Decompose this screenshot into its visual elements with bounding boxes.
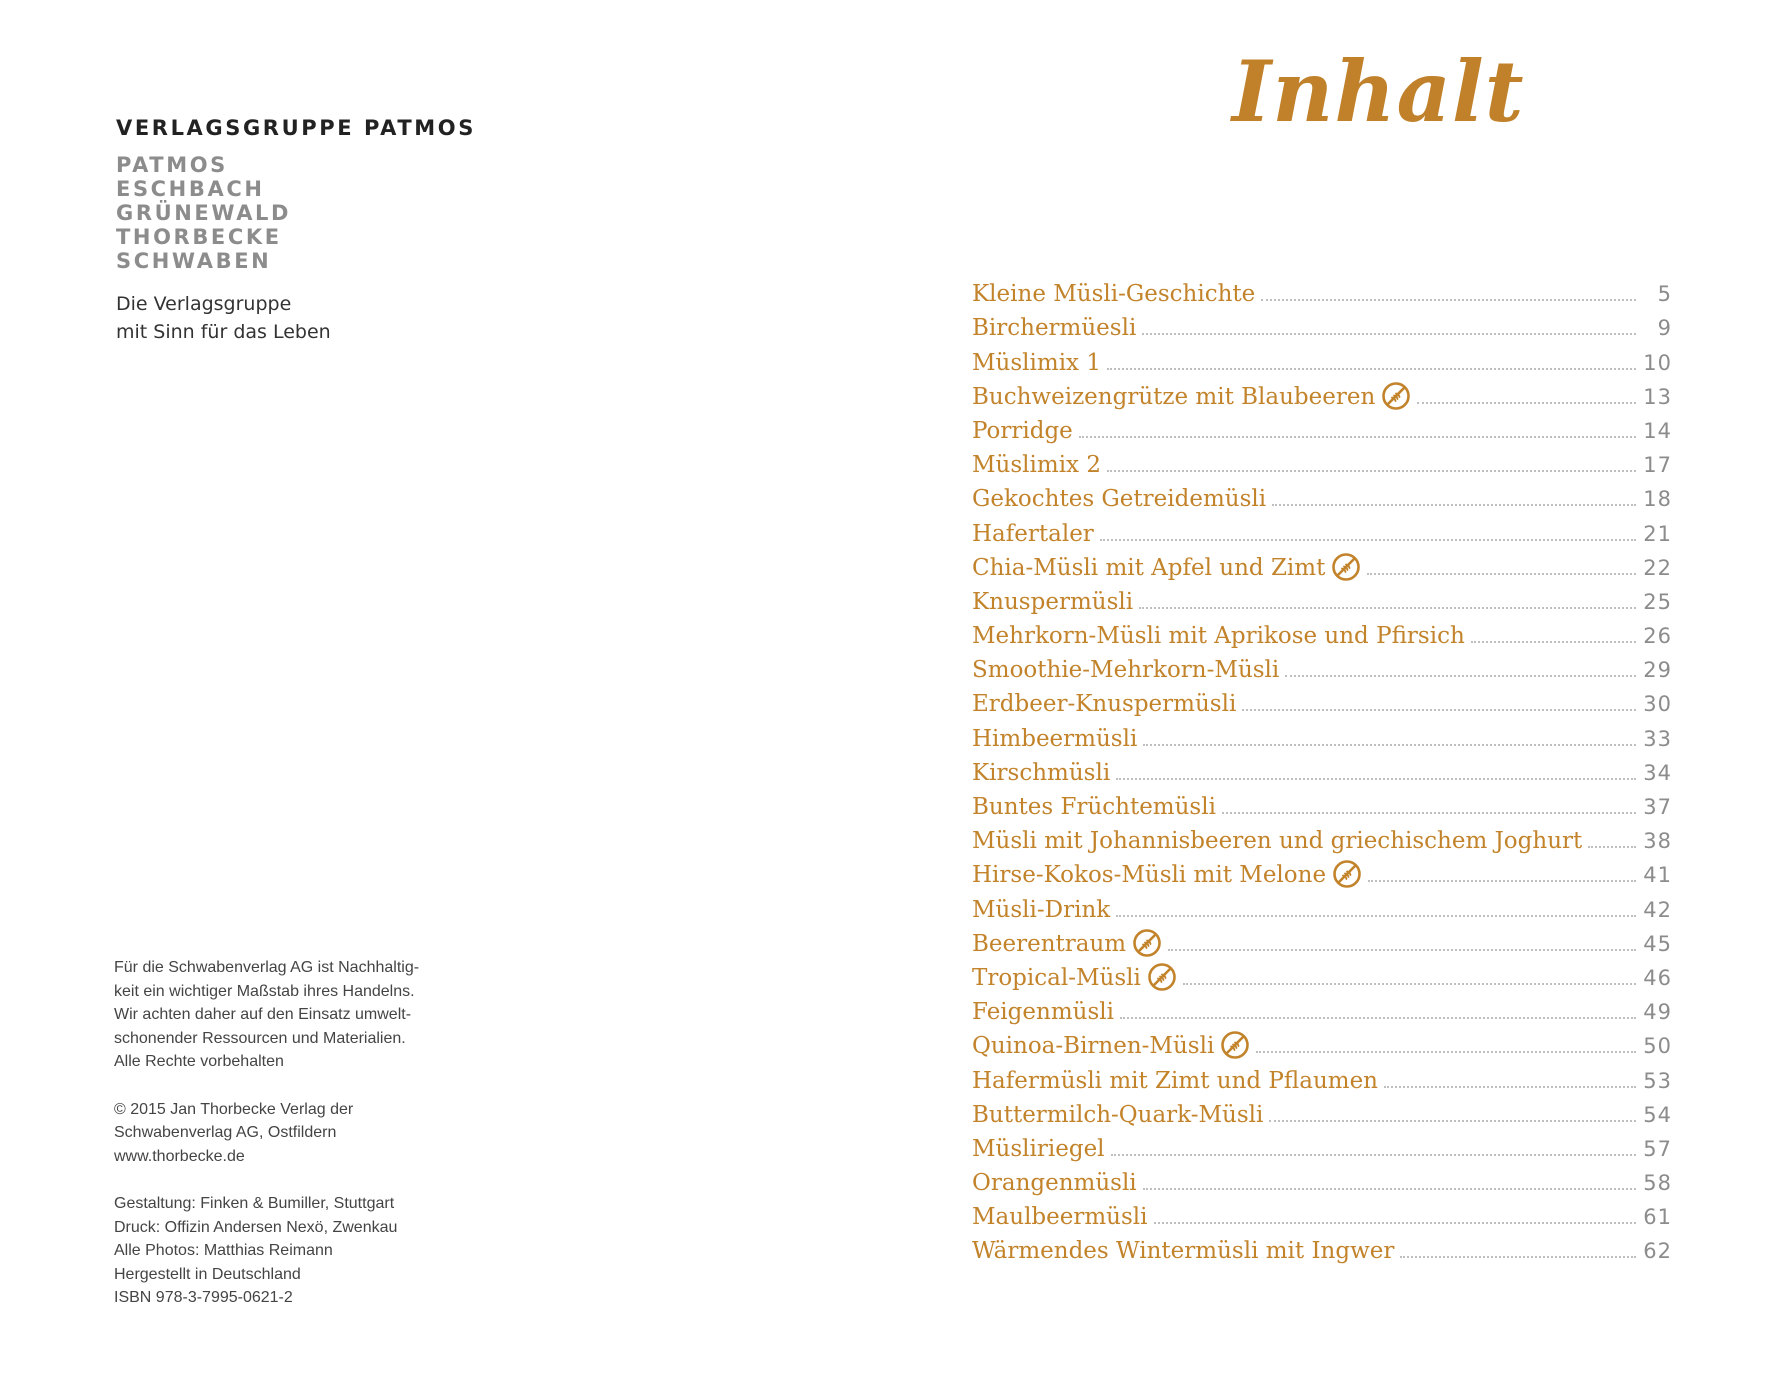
toc-leader-dots	[1107, 470, 1636, 472]
toc-entry	[972, 582, 1672, 616]
toc-entry	[972, 650, 1672, 684]
toc-leader-dots	[1107, 368, 1636, 370]
toc-entry-title: Müsli-Drink	[972, 896, 1111, 923]
toc-entry-title: Buntes Früchtemüsli	[972, 794, 1216, 820]
toc-page-number: 34	[1643, 760, 1672, 785]
toc-entry-title: Mehrkorn-Müsli mit Aprikose und Pfirsich	[972, 623, 1465, 650]
toc-page-number: 50	[1643, 1034, 1672, 1059]
toc-entry-title: Orangenmüsli	[972, 1170, 1137, 1197]
toc-leader-dots	[1139, 607, 1636, 609]
page-title: Inhalt	[1232, 42, 1525, 141]
toc-entry	[972, 1129, 1672, 1163]
toc-entry-title: Knuspermüsli	[972, 588, 1134, 615]
toc-entry	[972, 1197, 1672, 1231]
toc-page-number: 45	[1643, 931, 1672, 956]
toc-entry	[972, 342, 1672, 376]
toc-leader-dots	[1588, 846, 1636, 848]
colophon-line: Für die Schwabenverlag AG ist Nachhaltig-	[114, 959, 420, 976]
colophon-line: Druck: Offizin Andersen Nexö, Zwenkau	[114, 1218, 398, 1236]
toc-leader-dots	[1120, 1017, 1636, 1019]
imprint-name: THORBECKE	[116, 225, 282, 249]
toc-entry-title: Feigenmüsli	[972, 999, 1114, 1026]
toc-page-number: 14	[1643, 418, 1672, 443]
toc-entry-title: Hirse-Kokos-Müsli mit Melone	[972, 862, 1327, 889]
toc-entry-title: Quinoa-Birnen-Müsli	[972, 1033, 1215, 1060]
toc-page-number: 29	[1643, 658, 1672, 683]
toc-page-number: 21	[1643, 521, 1672, 546]
colophon-line: Schwabenverlag AG, Ostfildern	[114, 1124, 337, 1142]
toc-leader-dots	[1384, 1086, 1636, 1088]
toc-leader-dots	[1417, 402, 1636, 404]
toc-entry	[972, 308, 1672, 342]
toc-entry	[972, 377, 1672, 411]
toc-leader-dots	[1168, 949, 1636, 951]
toc-leader-dots	[1269, 1120, 1636, 1122]
toc-entry-title: Buttermilch-Quark-Müsli	[972, 1101, 1264, 1128]
colophon-line: Alle Rechte vorbehalten	[114, 1053, 284, 1071]
gluten-free-icon	[1220, 1030, 1250, 1060]
toc-leader-dots	[1154, 1222, 1636, 1224]
toc-page-number: 17	[1643, 453, 1672, 478]
imprint-name: SCHWABEN	[116, 249, 272, 273]
gluten-free-icon	[1132, 928, 1162, 958]
toc-entry-title: Gekochtes Getreidemüsli	[972, 486, 1267, 513]
toc-entry-title: Kirschmüsli	[972, 759, 1111, 786]
toc-entry	[972, 1026, 1672, 1060]
slogan-line: mit Sinn für das Leben	[116, 321, 331, 343]
toc-page-number: 5	[1657, 282, 1672, 307]
toc-page-number: 62	[1643, 1239, 1672, 1264]
toc-entry	[972, 889, 1672, 923]
toc-entry-title: Müslimix 1	[972, 349, 1101, 376]
colophon-line: www.thorbecke.de	[114, 1147, 245, 1165]
toc-entry-title: Hafermüsli mit Zimt und Pflaumen	[972, 1067, 1378, 1094]
toc-entry	[972, 753, 1672, 787]
toc-leader-dots	[1143, 744, 1636, 746]
colophon-spacer	[114, 1074, 419, 1098]
gluten-free-icon	[1381, 381, 1411, 411]
toc-entry-title: Smoothie-Mehrkorn-Müsli	[972, 657, 1280, 684]
toc-page-number: 54	[1643, 1102, 1672, 1127]
toc-entry	[972, 924, 1672, 958]
toc-entry	[972, 548, 1672, 582]
toc-page-number: 18	[1643, 487, 1672, 512]
toc-leader-dots	[1222, 812, 1636, 814]
toc-leader-dots	[1079, 436, 1636, 438]
toc-leader-dots	[1183, 983, 1636, 985]
toc-entry-title: Porridge	[972, 417, 1073, 444]
colophon-line: Hergestellt in Deutschland	[114, 1265, 301, 1283]
toc-entry	[972, 616, 1672, 650]
toc-entry-title: Wärmendes Wintermüsli mit Ingwer	[972, 1238, 1395, 1265]
toc-entry-title: Birchermüesli	[972, 315, 1137, 342]
toc-leader-dots	[1367, 573, 1636, 575]
left-page	[0, 0, 889, 1374]
gluten-free-icon	[1147, 962, 1177, 992]
toc-page-number: 9	[1657, 316, 1672, 341]
toc-leader-dots	[1261, 299, 1636, 301]
toc-entry	[972, 718, 1672, 752]
toc-leader-dots	[1471, 641, 1636, 643]
toc-page-number: 10	[1643, 350, 1672, 375]
toc-entry	[972, 411, 1672, 445]
toc-page-number: 13	[1643, 384, 1672, 409]
toc-leader-dots	[1285, 675, 1636, 677]
gluten-free-icon	[1332, 859, 1362, 889]
toc-leader-dots	[1116, 915, 1636, 917]
toc-page-number: 33	[1643, 726, 1672, 751]
toc-page-number: 37	[1643, 795, 1672, 819]
imprint-name: GRÜNEWALD	[116, 201, 292, 225]
imprint-name: PATMOS	[116, 153, 228, 177]
toc-page-number: 30	[1643, 692, 1672, 717]
toc-leader-dots	[1142, 333, 1636, 335]
toc-page-number: 38	[1643, 829, 1672, 854]
toc-page-number: 53	[1643, 1068, 1672, 1093]
toc-entry	[972, 1163, 1672, 1197]
gluten-free-icon	[1331, 552, 1361, 582]
toc-entry	[972, 1095, 1672, 1129]
toc-entry-title: Beerentraum	[972, 930, 1127, 957]
toc-page-number: 42	[1643, 897, 1672, 922]
imprint-list	[116, 153, 291, 273]
toc-page-number: 22	[1643, 555, 1672, 580]
toc-page-number: 61	[1643, 1205, 1672, 1230]
toc-page-number: 41	[1643, 863, 1672, 888]
toc-page-number: 46	[1643, 965, 1672, 990]
colophon-spacer	[114, 1168, 419, 1192]
toc-leader-dots	[1143, 1188, 1636, 1190]
toc-entry-title: Hafertaler	[972, 520, 1094, 547]
toc-entry-title: Tropical-Müsli	[972, 964, 1141, 991]
colophon-line: Alle Photos: Matthias Reimann	[114, 1242, 333, 1260]
toc-entry	[972, 958, 1672, 992]
toc-entry-title: Buchweizengrütze mit Blaubeeren	[972, 383, 1376, 410]
toc-entry	[972, 479, 1672, 513]
toc-leader-dots	[1242, 709, 1636, 711]
toc-leader-dots	[1100, 539, 1636, 541]
imprint-name: ESCHBACH	[116, 177, 265, 201]
colophon-line: ISBN 978-3-7995-0621-2	[114, 1289, 293, 1307]
toc-entry-title: Müsli mit Johannisbeeren und griechischem Joghurt	[972, 828, 1583, 855]
table-of-contents	[972, 274, 1672, 1265]
colophon-line: Wir achten daher auf den Einsatz umwelt-	[114, 1006, 412, 1024]
toc-entry	[972, 1060, 1672, 1094]
colophon-line: Gestaltung: Finken & Bumiller, Stuttgart	[114, 1194, 395, 1212]
toc-entry	[972, 787, 1672, 821]
toc-entry	[972, 513, 1672, 547]
toc-entry	[972, 821, 1672, 855]
toc-entry	[972, 684, 1672, 718]
toc-entry	[972, 992, 1672, 1026]
toc-page-number: 49	[1643, 1000, 1672, 1025]
slogan-line: Die Verlagsgruppe	[116, 293, 292, 315]
toc-entry	[972, 445, 1672, 479]
toc-leader-dots	[1368, 880, 1636, 882]
toc-entry-title: Erdbeer-Knuspermüsli	[972, 691, 1237, 718]
toc-entry	[972, 274, 1672, 308]
toc-page-number: 25	[1643, 589, 1672, 614]
toc-entry-title: Chia-Müsli mit Apfel und Zimt	[972, 554, 1326, 581]
toc-entry-title: Maulbeermüsli	[972, 1204, 1148, 1231]
toc-entry	[972, 855, 1672, 889]
colophon-line: keit ein wichtiger Maßstab ihres Handelns.	[114, 982, 415, 1000]
toc-entry-title: Müslimix 2	[972, 452, 1101, 479]
toc-leader-dots	[1111, 1154, 1636, 1156]
colophon-line: © 2015 Jan Thorbecke Verlag der	[114, 1100, 354, 1118]
toc-leader-dots	[1272, 504, 1636, 506]
toc-page-number: 26	[1643, 624, 1672, 649]
publisher-group-name: VERLAGSGRUPPE PATMOS	[116, 116, 476, 140]
toc-entry-title: Müsliriegel	[972, 1135, 1105, 1162]
toc-leader-dots	[1256, 1051, 1636, 1053]
toc-entry-title: Himbeermüsli	[972, 725, 1138, 752]
colophon-line: schonender Ressourcen und Materialien.	[114, 1029, 406, 1047]
toc-entry-title: Kleine Müsli-Geschichte	[972, 281, 1256, 308]
toc-leader-dots	[1400, 1256, 1636, 1258]
toc-page-number: 57	[1643, 1136, 1672, 1161]
toc-page-number: 58	[1643, 1171, 1672, 1196]
colophon	[114, 956, 419, 1310]
toc-leader-dots	[1116, 778, 1636, 780]
toc-entry	[972, 1231, 1672, 1265]
slogan	[116, 290, 331, 346]
